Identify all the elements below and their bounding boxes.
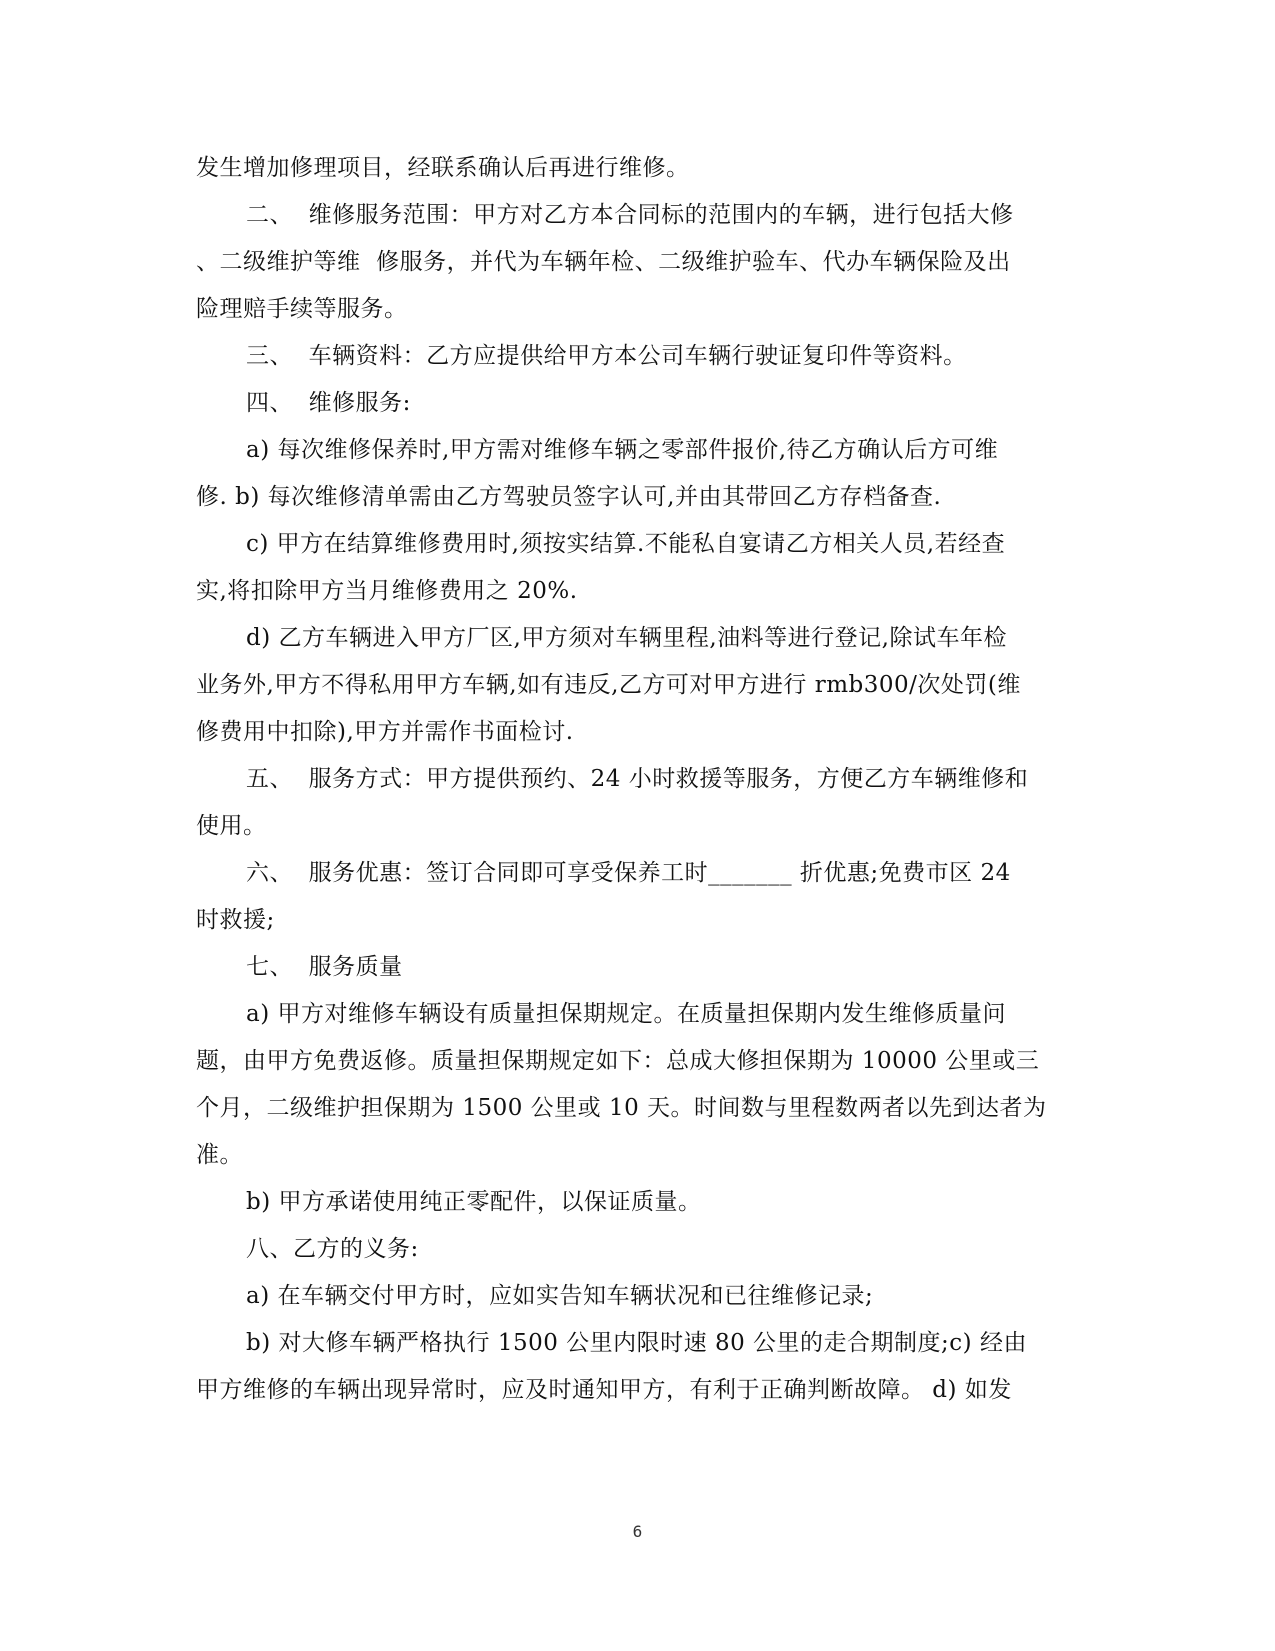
text-line: 时救援; <box>196 907 275 933</box>
text-line: 八、乙方的义务: <box>246 1236 419 1262</box>
text-line: 准。 <box>196 1142 243 1168</box>
text-line: 发生增加修理项目，经联系确认后再进行维修。 <box>196 155 690 181</box>
text-line: d) 乙方车辆进入甲方厂区,甲方须对车辆里程,油料等进行登记,除试车年检 <box>246 625 1007 651</box>
text-line: 使用。 <box>196 813 267 839</box>
text-line: 二、 维修服务范围：甲方对乙方本合同标的范围内的车辆，进行包括大修 <box>246 202 1014 228</box>
text-line: 题，由甲方免费返修。质量担保期规定如下：总成大修担保期为 10000 公里或三 <box>196 1048 1040 1074</box>
text-line: a) 每次维修保养时,甲方需对维修车辆之零部件报价,待乙方确认后方可维 <box>246 437 999 463</box>
text-line: 业务外,甲方不得私用甲方车辆,如有违反,乙方可对甲方进行 rmb300/次处罚(维 <box>196 672 1021 698</box>
text-line: 三、 车辆资料：乙方应提供给甲方本公司车辆行驶证复印件等资料。 <box>246 343 967 369</box>
text-line: 五、 服务方式：甲方提供预约、24 小时救援等服务，方便乙方车辆维修和 <box>246 766 1029 792</box>
text-line: b) 甲方承诺使用纯正零配件，以保证质量。 <box>246 1189 702 1215</box>
text-line: 个月，二级维护担保期为 1500 公里或 10 天。时间数与里程数两者以先到达者为 <box>196 1095 1047 1121</box>
page-number: 6 <box>632 1522 643 1541</box>
text-line: 七、 服务质量 <box>246 954 403 980</box>
text-line: b) 对大修车辆严格执行 1500 公里内限时速 80 公里的走合期制度;c) 经由 <box>246 1330 1027 1356</box>
text-line: 实,将扣除甲方当月维修费用之 20%. <box>196 578 578 604</box>
text-line: 四、 维修服务: <box>246 390 411 416</box>
text-line: a) 在车辆交付甲方时，应如实告知车辆状况和已往维修记录; <box>246 1283 874 1309</box>
text-line: 修费用中扣除),甲方并需作书面检讨. <box>196 719 574 745</box>
text-line: c) 甲方在结算维修费用时,须按实结算.不能私自宴请乙方相关人员,若经查 <box>246 531 1006 557</box>
text-line: 、二级维护等维 修服务，并代为车辆年检、二级维护验车、代办车辆保险及出 <box>196 249 1011 275</box>
text-line: a) 甲方对维修车辆设有质量担保期规定。在质量担保期内发生维修质量问 <box>246 1001 1006 1027</box>
text-line: 甲方维修的车辆出现异常时，应及时通知甲方，有利于正确判断故障。 d) 如发 <box>196 1377 1012 1403</box>
text-line: 险理赔手续等服务。 <box>196 296 408 322</box>
text-line: 六、 服务优惠：签订合同即可享受保养工时_______ 折优惠;免费市区 24 <box>246 860 1011 886</box>
text-line: 修. b) 每次维修清单需由乙方驾驶员签字认可,并由其带回乙方存档备查. <box>196 484 942 510</box>
